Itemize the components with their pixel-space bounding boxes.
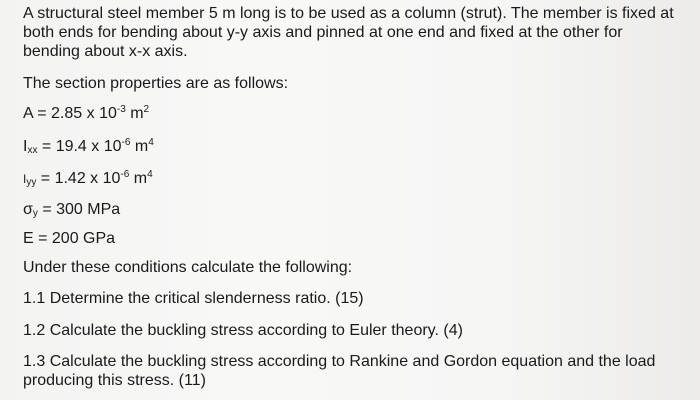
iyy-equals: = — [36, 170, 55, 187]
e-value: 200 GPa — [51, 230, 116, 247]
property-iyy — [23, 169, 153, 189]
ixx-subscript: xx — [27, 145, 38, 156]
question-1-1: 1.1 Determine the critical slenderness ratio. (15) — [23, 290, 364, 307]
property-ixx — [23, 137, 154, 156]
iyy-subscript: yy — [26, 177, 37, 188]
sigma-equals: = — [37, 201, 57, 218]
e-symbol: E — [23, 230, 34, 247]
question-1-3: 1.3 Calculate the buckling stress according to Rankine and Gordon equation and the load producing this stress. (11) — [23, 353, 656, 389]
sigma-subscript: y — [32, 208, 38, 219]
iyy-exponent: -6 — [120, 169, 130, 180]
conditions-heading: Under these conditions calculate the following: — [23, 259, 353, 276]
ixx-symbol: I — [23, 138, 28, 155]
property-elastic-modulus — [23, 229, 115, 248]
ixx-exponent: -6 — [121, 137, 131, 148]
iyy-unit: m — [129, 170, 148, 187]
area-unit: m — [125, 105, 144, 122]
e-equals: = — [33, 230, 52, 247]
ixx-unit-exponent: 4 — [148, 137, 154, 148]
area-unit-exponent: 2 — [143, 104, 150, 115]
problem-intro: A structural steel member 5 m long is to be used as a column (strut). The member is fixed at both ends for bending about y-y axis and pinned at one end and fixed at the other for bending about x-x axis. — [23, 5, 674, 60]
property-yield-stress — [23, 200, 120, 219]
iyy-value: 1.42 x 10 — [54, 170, 121, 187]
sigma-symbol: σ — [23, 201, 33, 218]
iyy-symbol: I — [23, 172, 27, 186]
area-equals: = — [32, 105, 52, 122]
ixx-value: 19.4 x 10 — [55, 138, 122, 155]
ixx-unit: m — [130, 138, 149, 155]
area-symbol: A — [23, 105, 33, 122]
area-exponent: -3 — [116, 104, 126, 115]
area-value: 2.85 x 10 — [51, 105, 117, 122]
property-area — [23, 104, 149, 123]
ixx-equals: = — [37, 138, 56, 155]
sigma-value: 300 MPa — [56, 201, 121, 218]
question-1-2: 1.2 Calculate the buckling stress according to Euler theory. (4) — [23, 322, 463, 339]
section-heading: The section properties are as follows: — [23, 75, 289, 92]
iyy-unit-exponent: 4 — [147, 169, 153, 180]
